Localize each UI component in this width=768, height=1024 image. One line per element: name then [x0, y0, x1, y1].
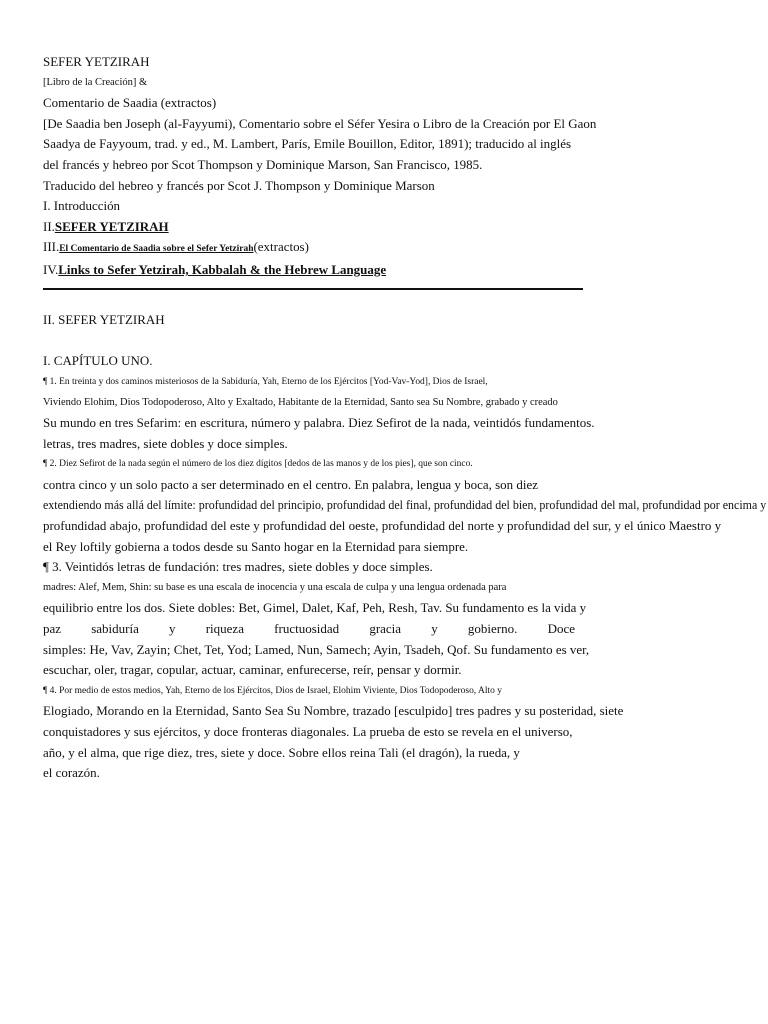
- word: sabiduría: [91, 621, 139, 637]
- paragraph-line: conquistadores y sus ejércitos, y doce fronteras diagonales. La prueba de esto se revela en el universo,: [43, 724, 573, 739]
- paragraph-line: profundidad abajo, profundidad del este y profundidad del oeste, profundidad del norte y profundidad del sur, y el único Maestro y: [43, 518, 722, 534]
- toc-link-comentario[interactable]: El Comentario de Saadia sobre el Sefer Yetzirah: [59, 244, 254, 255]
- word: y: [431, 621, 438, 637]
- toc-link-hebrew-language[interactable]: Links to Sefer Yetzirah, Kabbalah & the Hebrew Language: [58, 261, 387, 277]
- word: gracia: [369, 621, 402, 637]
- paragraph-line: madres: Alef, Mem, Shin: su base es una escala de inocencia y una escala de culpa y una lengua ordenada para: [43, 581, 507, 593]
- toc-number: IV.: [43, 261, 59, 277]
- paragraph-line: escuchar, oler, tragar, copular, actuar, caminar, enfurecerse, reír, pensar y dormir.: [43, 662, 462, 678]
- toc-item-links: [43, 260, 766, 281]
- paragraph-line: ¶ 2. Diez Sefirot de la nada según el número de los diez dígitos [dedos de las manos y de los pies], que son cinco.: [43, 459, 473, 470]
- toc-number: III.: [43, 239, 60, 255]
- toc-item-introduccion: I. Introducción: [43, 198, 121, 214]
- source-line: [De Saadia ben Joseph (al-Fayyumi), Comentario sobre el Séfer Yesira o Libro de la Creación por El Gaon: [43, 115, 597, 131]
- paragraph-line: año, y el alma, que rige diez, tres, siete y doce. Sobre ellos reina Tali (el dragón), la rueda, y: [43, 744, 520, 760]
- paragraph-line: ¶ 3. Veintidós letras de fundación: tres madres, siete dobles y doce simples.: [43, 559, 433, 575]
- paragraph-line: ¶ 1. En treinta y dos caminos misteriosos de la Sabiduría, Yah, Eterno de los Ejércitos [Yod-Vav-Yod], Dios de Israel,: [43, 376, 488, 387]
- paragraph-line: equilibrio entre los dos. Siete dobles: Bet, Gimel, Dalet, Kaf, Peh, Resh, Tav. Su fundamento es la vida y: [43, 600, 587, 616]
- toc-item-sefer-yetzirah: [43, 217, 766, 238]
- paragraph-line-justified: [43, 619, 575, 640]
- paragraph-line: Viviendo Elohim, Dios Todopoderoso, Alto y Exaltado, Habitante de la Eternidad, Santo sea Su Nombre, grabado y creado: [43, 396, 558, 408]
- toc-suffix: (extractos): [253, 239, 309, 255]
- translator-line: Traducido del hebreo y francés por Scot J. Thompson y Dominique Marson: [43, 177, 435, 193]
- paragraph-line: Elogiado, Morando en la Eternidad, Santo Sea Su Nombre, trazado [esculpido] tres padres y su posteridad, siete: [43, 703, 624, 719]
- word: paz: [43, 621, 62, 637]
- source-line: Saadya de Fayyoum, trad. y ed., M. Lambert, París, Emile Bouillon, Editor, 1891); traducido al inglés: [43, 136, 572, 152]
- paragraph-line: el corazón.: [43, 765, 100, 781]
- toc-item-comentario: [43, 237, 766, 260]
- paragraph-line: extendiendo más allá del límite: profundidad del principio, profundidad del final, profundidad del bien, profundidad del mal, profundidad por encima y: [43, 497, 767, 513]
- paragraph-line: ¶ 4. Por medio de estos medios, Yah, Eterno de los Ejércitos, Dios de Israel, Elohim Viviente, Dios Todopoderoso, Alto y: [43, 685, 502, 696]
- section-heading: II. SEFER YETZIRAH: [43, 312, 165, 328]
- word: Doce: [547, 621, 575, 637]
- chapter-heading: I. CAPÍTULO UNO.: [43, 353, 153, 369]
- paragraph-line: simples: He, Vav, Zayin; Chet, Tet, Yod; Lamed, Nun, Samech; Ayin, Tsadeh, Qof. Su fundamento es ver,: [43, 641, 590, 657]
- doc-subtitle: [Libro de la Creación] &: [43, 76, 148, 88]
- paragraph-line: letras, tres madres, siete dobles y doce simples.: [43, 435, 288, 451]
- word: riqueza: [205, 621, 244, 637]
- toc-number: II.: [43, 218, 55, 234]
- word: gobierno.: [467, 621, 518, 637]
- doc-title: SEFER YETZIRAH: [43, 54, 150, 69]
- word: y: [169, 621, 176, 637]
- doc-comment: Comentario de Saadia (extractos): [43, 95, 217, 111]
- word: fructuosidad: [274, 621, 340, 637]
- paragraph-line: el Rey loftily gobierna a todos desde su Santo hogar en la Eternidad para siempre.: [43, 538, 469, 554]
- document-page: [43, 52, 768, 784]
- paragraph-line: Su mundo en tres Sefarim: en escritura, número y palabra. Diez Sefirot de la nada, veintidós fundamentos.: [43, 415, 595, 431]
- toc-link-sefer-yetzirah[interactable]: SEFER YETZIRAH: [54, 218, 169, 234]
- source-line: del francés y hebreo por Scot Thompson y Dominique Marson, San Francisco, 1985.: [43, 156, 483, 172]
- paragraph-line: contra cinco y un solo pacto a ser determinado en el centro. En palabra, lengua y boca, son diez: [43, 476, 538, 492]
